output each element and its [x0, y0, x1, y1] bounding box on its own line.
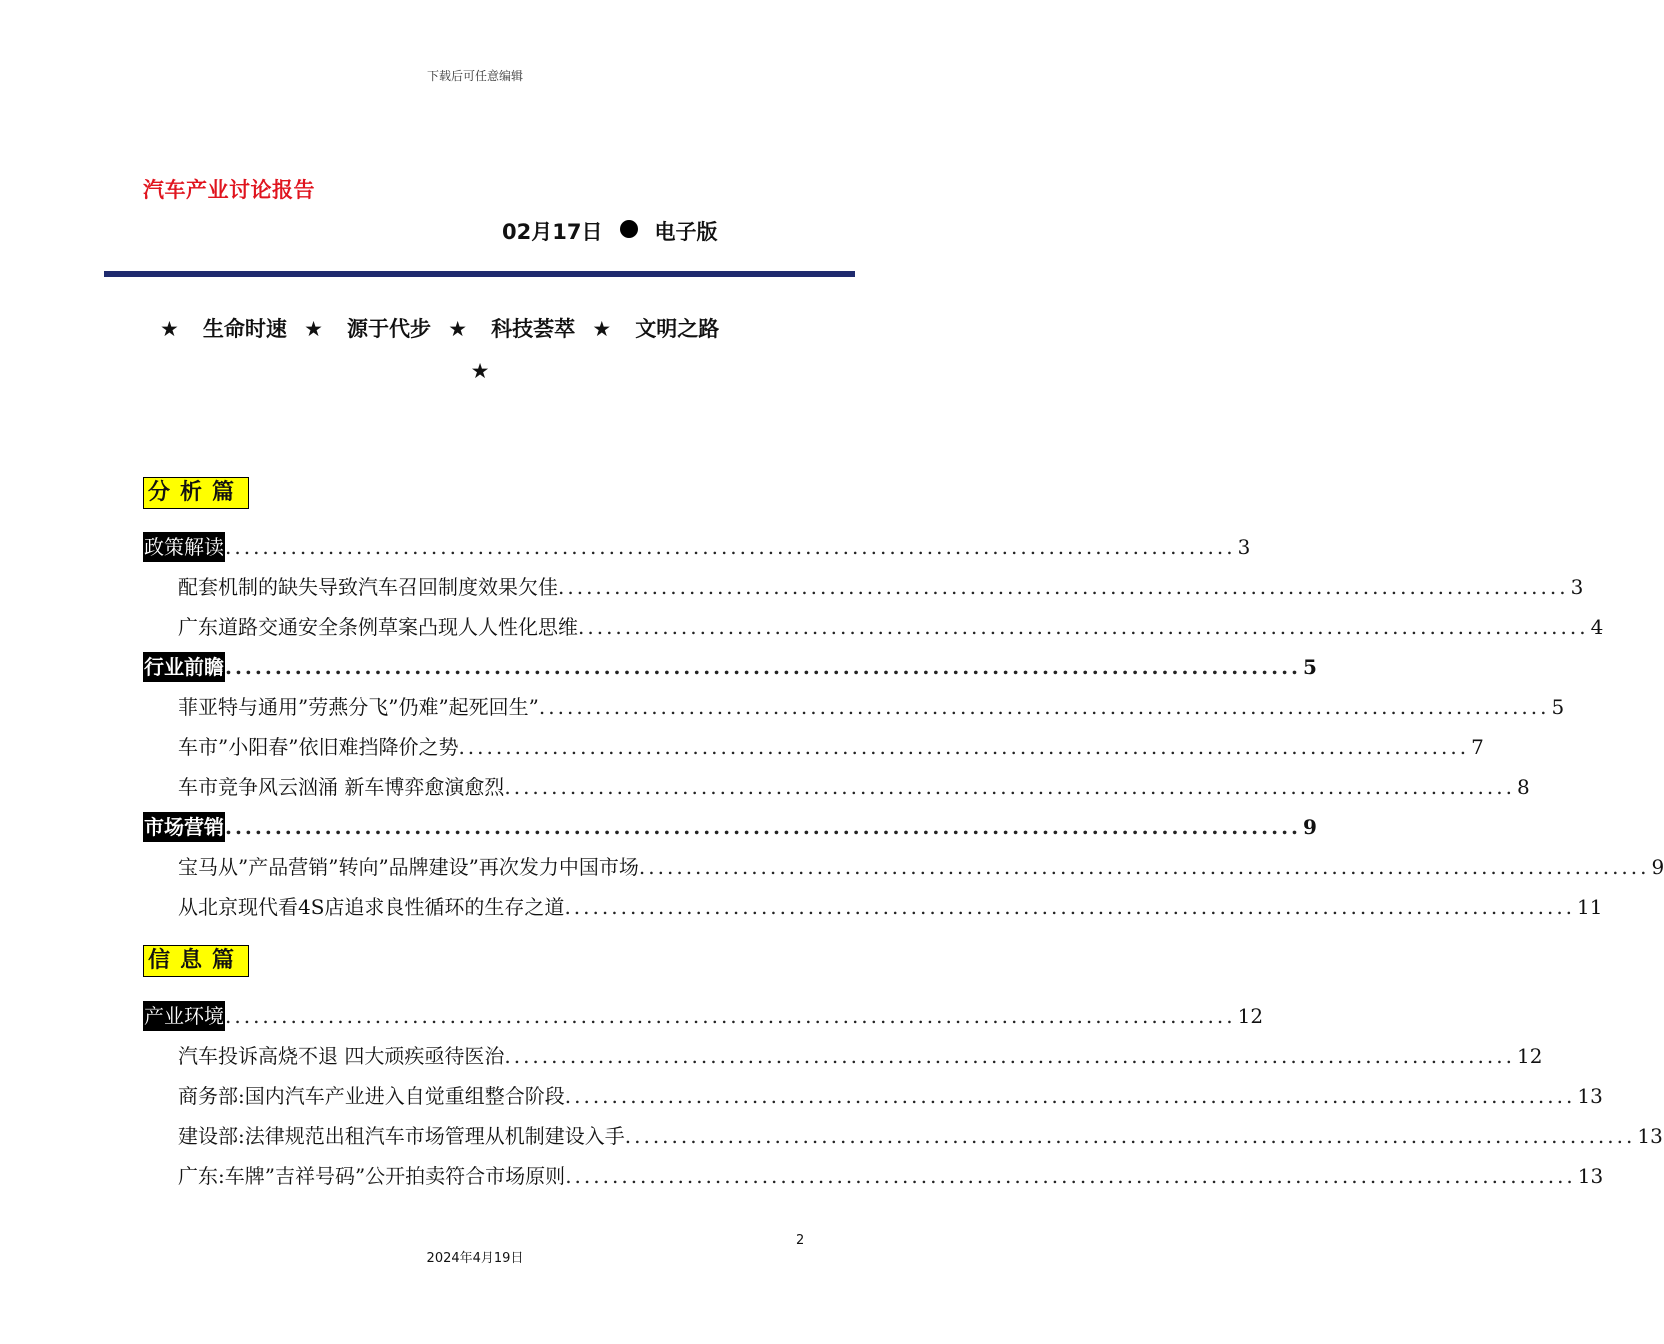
toc-leader: ............................................................................................................: [504, 1044, 1515, 1068]
star-icon: ★: [592, 317, 612, 341]
toc-page: 13: [1577, 1084, 1603, 1108]
toc-leader: ............................................................................................................: [225, 815, 1301, 839]
toc-entry-title: 宝马从”产品营销”转向”品牌建设”再次发力中国市场: [178, 855, 639, 879]
toc-category-title: 政策解读: [143, 532, 225, 562]
toc-page: 9: [1303, 815, 1317, 839]
toc-page: 11: [1577, 895, 1603, 919]
toc-entry[interactable]: [178, 1121, 1663, 1151]
toc-entry[interactable]: [178, 1161, 1604, 1191]
toc-page: 8: [1516, 775, 1530, 799]
toc-category-title: 行业前瞻: [143, 652, 225, 682]
toc-category-title: 市场营销: [143, 812, 225, 842]
motto-item: 科技荟萃: [491, 317, 576, 341]
toc-category[interactable]: [143, 812, 1317, 842]
toc-leader: ............................................................................................................: [565, 1164, 1576, 1188]
star-icon: ★: [304, 317, 323, 341]
toc-entry-title: 配套机制的缺失导致汽车召回制度效果欠佳: [178, 575, 558, 599]
toc-entry[interactable]: [178, 572, 1584, 602]
toc-entry-title: 从北京现代看4S店追求良性循环的生存之道: [178, 895, 565, 919]
toc-page: 4: [1590, 615, 1604, 639]
toc-page: 3: [1570, 575, 1584, 599]
toc-leader: ............................................................................................................: [538, 695, 1550, 719]
toc-entry[interactable]: [178, 772, 1530, 802]
toc-page: 5: [1303, 655, 1317, 679]
toc-entry[interactable]: [178, 852, 1664, 882]
motto-item: 生命时速: [202, 317, 287, 341]
date-line: [502, 216, 717, 246]
header-note: 下载后可任意编辑: [426, 69, 523, 83]
toc-page: 3: [1237, 535, 1251, 559]
toc-category-title: 产业环境: [143, 1001, 225, 1031]
toc-page: 13: [1577, 1164, 1604, 1188]
page-number: 2: [796, 1233, 805, 1248]
toc-category[interactable]: [143, 652, 1317, 682]
toc-category[interactable]: [143, 1001, 1264, 1031]
bullet-dot-icon: [620, 220, 638, 238]
toc-entry-title: 车市竞争风云汹涌 新车博弈愈演愈烈: [178, 775, 505, 799]
section-heading: 信息篇: [143, 945, 249, 977]
toc-entry[interactable]: [178, 1081, 1603, 1111]
toc-leader: ............................................................................................................: [558, 575, 1569, 599]
toc-entry[interactable]: [178, 1041, 1543, 1071]
toc-entry[interactable]: [178, 612, 1604, 642]
toc-entry-title: 广东:车牌”吉祥号码”公开拍卖符合市场原则: [178, 1164, 566, 1188]
header-rule: [104, 271, 855, 277]
toc-entry-title: 商务部:国内汽车产业进入自觉重组整合阶段: [178, 1084, 565, 1108]
toc-entry-title: 广东道路交通安全条例草案凸现人人性化思维: [178, 615, 578, 639]
motto-line: [160, 308, 800, 392]
toc-page: 9: [1651, 855, 1664, 879]
toc-entry-title: 菲亚特与通用”劳燕分飞”仍难”起死回生”: [178, 695, 539, 719]
toc-leader: ............................................................................................................: [225, 655, 1301, 679]
toc-entry[interactable]: [178, 692, 1565, 722]
toc-entry-title: 建设部:法律规范出租汽车市场管理从机制建设入手: [178, 1124, 625, 1148]
motto-item: 文明之路: [635, 317, 720, 341]
edition-label: 电子版: [654, 220, 718, 244]
star-icon: ★: [448, 317, 468, 341]
toc-entry[interactable]: [178, 892, 1603, 922]
section-heading: 分析篇: [143, 477, 249, 509]
toc-leader: ............................................................................................................: [458, 735, 1470, 759]
toc-leader: ............................................................................................................: [225, 1004, 1236, 1028]
toc-entry-title: 汽车投诉高烧不退 四大顽疾亟待医治: [178, 1044, 505, 1068]
issue-date: 02月17日: [502, 220, 603, 244]
toc-entry[interactable]: [178, 732, 1484, 762]
toc-entry-title: 车市”小阳春”依旧难挡降价之势: [178, 735, 459, 759]
toc-leader: ............................................................................................................: [578, 615, 1589, 639]
toc-page: 12: [1516, 1044, 1543, 1068]
toc-category[interactable]: [143, 532, 1251, 562]
toc-page: 13: [1637, 1124, 1663, 1148]
toc-leader: ............................................................................................................: [504, 775, 1515, 799]
star-icon: ★: [160, 317, 179, 341]
report-title: 汽车产业讨论报告: [143, 178, 315, 202]
motto-item: 源于代步: [346, 317, 431, 341]
toc-leader: ............................................................................................................: [564, 895, 1576, 919]
footer-date: 2024年4月19日: [426, 1251, 524, 1266]
toc-leader: ............................................................................................................: [225, 535, 1236, 559]
toc-leader: ............................................................................................................: [624, 1124, 1636, 1148]
toc-page: 5: [1551, 695, 1565, 719]
toc-leader: ............................................................................................................: [564, 1084, 1576, 1108]
toc-leader: ............................................................................................................: [638, 855, 1650, 879]
star-icon: ★: [470, 359, 490, 383]
toc-page: 12: [1237, 1004, 1264, 1028]
toc-page: 7: [1471, 735, 1484, 759]
